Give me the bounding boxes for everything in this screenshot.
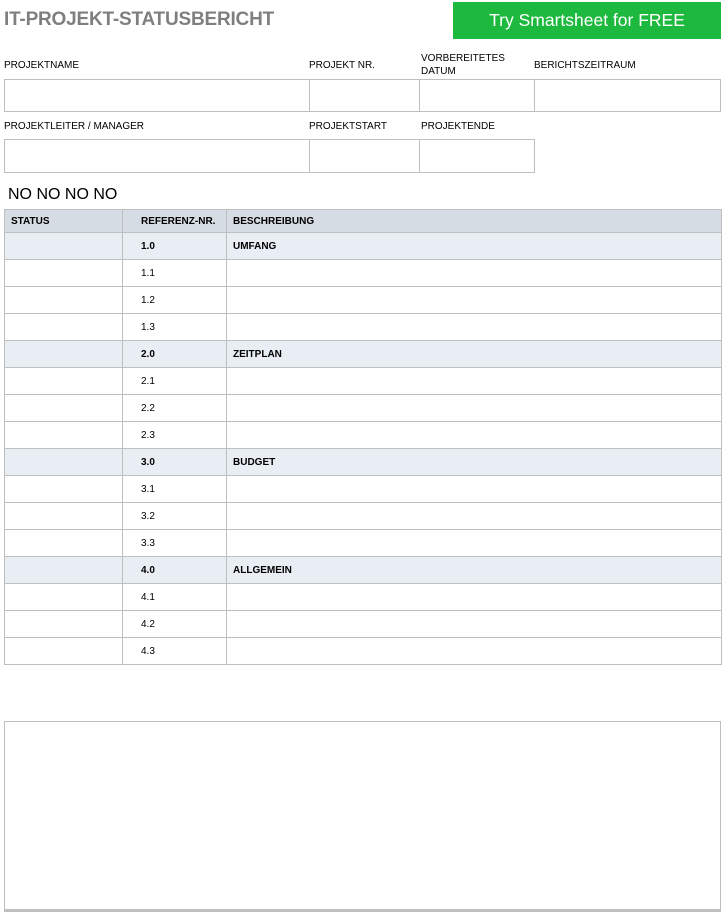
table-header-row: [5, 210, 722, 233]
status-cell[interactable]: [5, 530, 123, 557]
description-cell[interactable]: [227, 503, 722, 530]
description-cell[interactable]: [227, 395, 722, 422]
section-row: [5, 557, 722, 584]
berichtszeitraum-field[interactable]: [534, 79, 721, 112]
notes-area[interactable]: [4, 721, 721, 912]
ref-cell[interactable]: 4.3: [123, 638, 227, 665]
ref-cell[interactable]: 4.1: [123, 584, 227, 611]
description-cell[interactable]: [227, 368, 722, 395]
description-cell[interactable]: [227, 611, 722, 638]
projektleiter-field[interactable]: [4, 139, 310, 173]
description-cell[interactable]: [227, 287, 722, 314]
table-row: [5, 476, 722, 503]
table-row: [5, 638, 722, 665]
description-cell[interactable]: [227, 530, 722, 557]
ref-cell[interactable]: 1.1: [123, 260, 227, 287]
projektstart-field[interactable]: [309, 139, 420, 173]
section-row: [5, 449, 722, 476]
table-row: [5, 314, 722, 341]
header-status: STATUS: [5, 210, 123, 233]
description-cell[interactable]: [227, 638, 722, 665]
ref-cell[interactable]: 1.3: [123, 314, 227, 341]
label-projektstart: PROJEKTSTART: [309, 121, 387, 132]
header-beschreibung: BESCHREIBUNG: [227, 210, 722, 233]
ref-cell[interactable]: 1.0: [123, 233, 227, 260]
status-cell[interactable]: [5, 395, 123, 422]
table-row: [5, 260, 722, 287]
table-row: [5, 611, 722, 638]
projektende-field[interactable]: [419, 139, 535, 173]
try-smartsheet-button[interactable]: Try Smartsheet for FREE: [453, 2, 721, 39]
ref-cell[interactable]: 3.2: [123, 503, 227, 530]
status-cell[interactable]: [5, 584, 123, 611]
ref-cell[interactable]: 1.2: [123, 287, 227, 314]
ref-cell[interactable]: 3.1: [123, 476, 227, 503]
header-referenz-nr: REFERENZ-NR.: [123, 210, 227, 233]
table-row: [5, 530, 722, 557]
description-cell[interactable]: [227, 422, 722, 449]
status-cell[interactable]: [5, 557, 123, 584]
label-projektende: PROJEKTENDE: [421, 121, 495, 132]
status-cell[interactable]: [5, 449, 123, 476]
section-row: [5, 341, 722, 368]
description-cell[interactable]: [227, 584, 722, 611]
table-row: [5, 368, 722, 395]
status-cell[interactable]: [5, 422, 123, 449]
description-cell[interactable]: [227, 260, 722, 287]
description-cell[interactable]: ZEITPLAN: [227, 341, 722, 368]
description-cell[interactable]: [227, 476, 722, 503]
description-cell[interactable]: BUDGET: [227, 449, 722, 476]
ref-cell[interactable]: 4.0: [123, 557, 227, 584]
ref-cell[interactable]: 2.2: [123, 395, 227, 422]
label-projekt-nr: PROJEKT NR.: [309, 60, 375, 71]
status-cell[interactable]: [5, 314, 123, 341]
status-cell[interactable]: [5, 368, 123, 395]
projekt-nr-field[interactable]: [309, 79, 420, 112]
status-cell[interactable]: [5, 503, 123, 530]
label-projektname: PROJEKTNAME: [4, 60, 80, 71]
status-cell[interactable]: [5, 233, 123, 260]
description-cell[interactable]: [227, 314, 722, 341]
status-cell[interactable]: [5, 260, 123, 287]
table-row: [5, 287, 722, 314]
description-cell[interactable]: UMFANG: [227, 233, 722, 260]
ref-cell[interactable]: 3.3: [123, 530, 227, 557]
status-cell[interactable]: [5, 611, 123, 638]
projektname-field[interactable]: [4, 79, 310, 112]
ref-cell[interactable]: 4.2: [123, 611, 227, 638]
status-cell[interactable]: [5, 287, 123, 314]
section-subtitle: NO NO NO NO: [8, 186, 118, 203]
table-row: [5, 422, 722, 449]
ref-cell[interactable]: 2.3: [123, 422, 227, 449]
table-row: [5, 503, 722, 530]
ref-cell[interactable]: 3.0: [123, 449, 227, 476]
label-projektleiter: PROJEKTLEITER / MANAGER: [4, 121, 145, 132]
label-vorbereitetes-datum: VORBEREITETES DATUM: [421, 53, 505, 77]
label-berichtszeitraum: BERICHTSZEITRAUM: [534, 60, 636, 71]
section-row: [5, 233, 722, 260]
table-row: [5, 584, 722, 611]
ref-cell[interactable]: 2.0: [123, 341, 227, 368]
vorbereitetes-datum-field[interactable]: [419, 79, 535, 112]
status-cell[interactable]: [5, 476, 123, 503]
page-title: IT-PROJEKT-STATUSBERICHT: [4, 9, 275, 30]
description-cell[interactable]: ALLGEMEIN: [227, 557, 722, 584]
table-row: [5, 395, 722, 422]
status-cell[interactable]: [5, 638, 123, 665]
ref-cell[interactable]: 2.1: [123, 368, 227, 395]
status-table: [4, 209, 722, 665]
status-cell[interactable]: [5, 341, 123, 368]
